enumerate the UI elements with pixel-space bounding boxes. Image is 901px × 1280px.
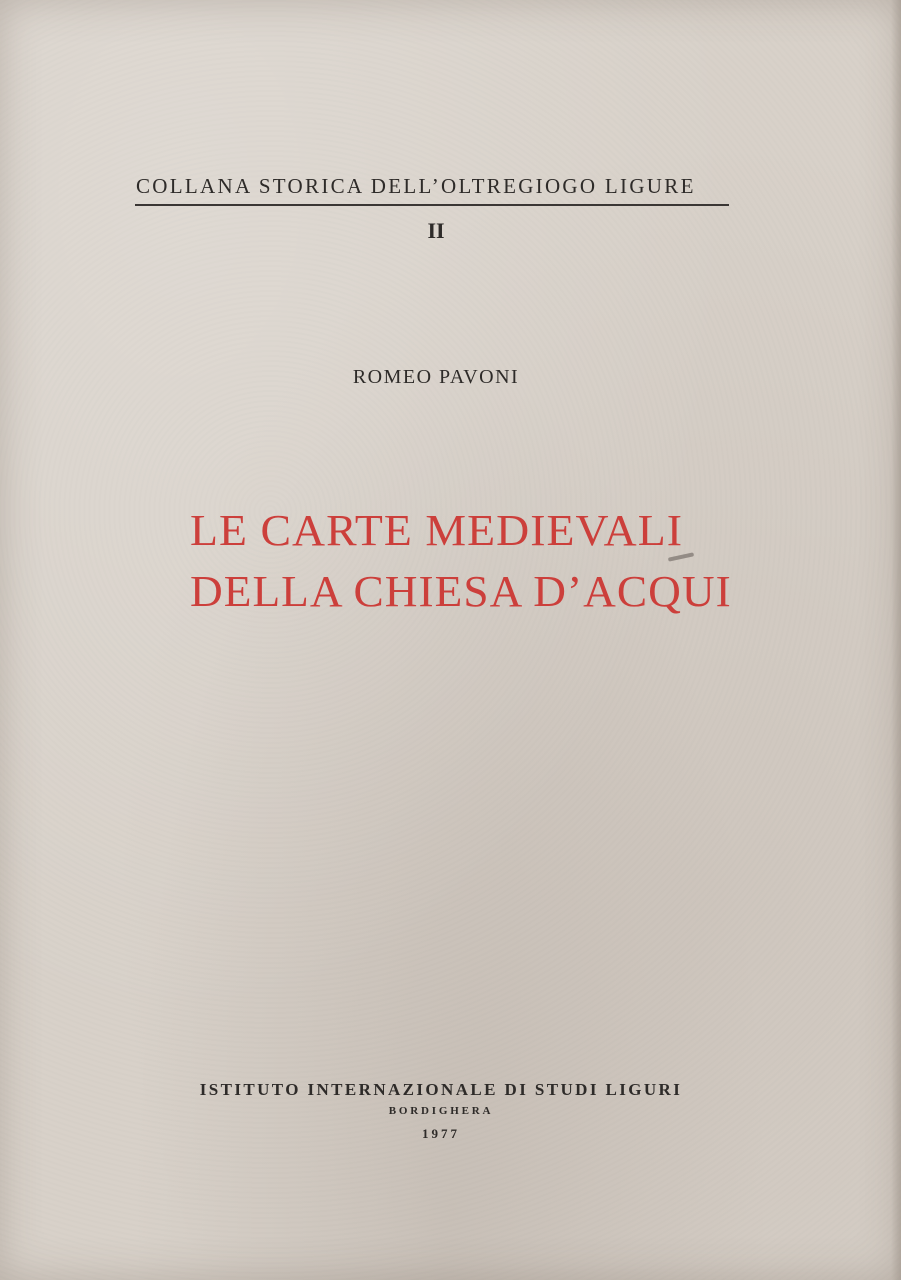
series-title: COLLANA STORICA DELL’OLTREGIOGO LIGURE [136, 174, 696, 198]
publication-year: 1977 [422, 1126, 460, 1141]
book-title-line-1: LE CARTE MEDIEVALI [190, 506, 684, 555]
author-name: ROMEO PAVONI [352, 366, 520, 388]
book-title-line-2: DELLA CHIESA D’ACQUI [190, 567, 732, 616]
publisher-city: BORDIGHERA [388, 1105, 494, 1117]
publisher-name: ISTITUTO INTERNAZIONALE DI STUDI LIGURI [199, 1080, 683, 1099]
cover-edge [891, 0, 901, 1280]
volume-number: II [427, 218, 445, 243]
series-rule [135, 204, 729, 206]
